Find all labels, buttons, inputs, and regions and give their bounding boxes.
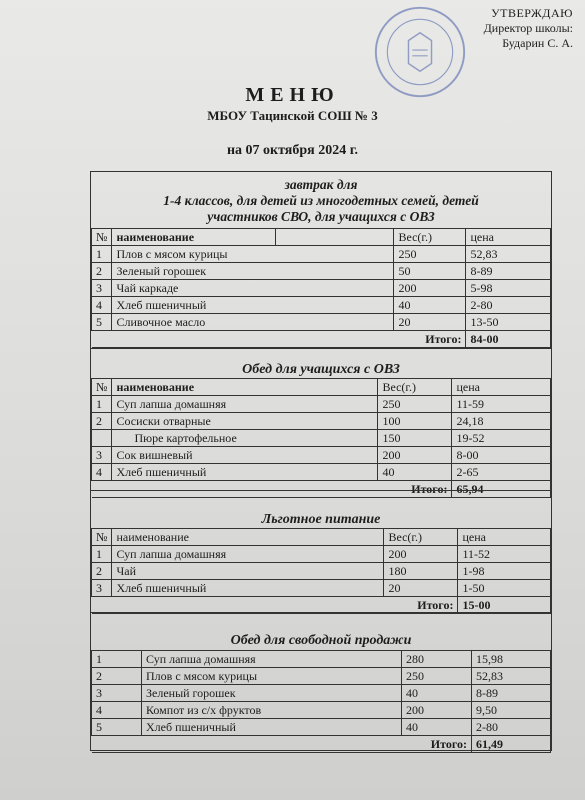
row-weight: 20 <box>394 314 466 331</box>
menu-frame <box>90 171 552 751</box>
row-price: 1-98 <box>458 563 551 580</box>
row-name: Плов с мясом курицы <box>142 668 402 685</box>
total-value: 61,49 <box>472 736 551 753</box>
row-price: 24,18 <box>452 413 551 430</box>
row-weight: 100 <box>378 413 452 430</box>
row-name: Сосиски отварные <box>112 413 378 430</box>
total-value: 15-00 <box>458 597 551 614</box>
school-name: МБОУ Тацинской СОШ № 3 <box>207 108 378 123</box>
row-name: Чай каркаде <box>112 280 394 297</box>
row-price: 8-00 <box>452 447 551 464</box>
total-value: 65,94 <box>452 481 551 498</box>
table-row <box>92 246 551 263</box>
free-sale-table <box>91 650 551 753</box>
approval-position: Директор школы: <box>483 21 573 35</box>
table-row <box>92 314 551 331</box>
lunch-ovz-title: Обед для учащихся с ОВЗ <box>242 362 400 377</box>
row-weight: 200 <box>402 702 472 719</box>
table-row <box>92 447 551 464</box>
row-name: Хлеб пшеничный <box>112 297 394 314</box>
header-price: цена <box>452 379 551 396</box>
header-num: № <box>92 379 112 396</box>
row-weight: 50 <box>394 263 466 280</box>
row-weight: 200 <box>378 447 452 464</box>
free-sale-title: Обед для свободной продажи <box>230 633 412 648</box>
row-name: Сок вишневый <box>112 447 378 464</box>
total-label: Итого: <box>92 481 452 498</box>
row-num: 4 <box>92 464 112 481</box>
table-row <box>92 396 551 413</box>
breakfast-title-line1: завтрак для <box>284 177 358 192</box>
row-price: 19-52 <box>452 430 551 447</box>
breakfast-table <box>91 228 551 348</box>
row-price: 2-65 <box>452 464 551 481</box>
header-name: наименование <box>112 529 384 546</box>
table-row <box>92 546 551 563</box>
header-price: цена <box>458 529 551 546</box>
table-row <box>92 280 551 297</box>
row-weight: 200 <box>384 546 458 563</box>
preferential-table <box>91 528 551 614</box>
table-row <box>92 430 551 447</box>
row-weight: 40 <box>402 719 472 736</box>
row-num: 3 <box>92 685 142 702</box>
preferential-title: Льготное питание <box>261 512 381 527</box>
row-num: 4 <box>92 297 112 314</box>
row-name: Зеленый горошек <box>142 685 402 702</box>
row-num: 5 <box>92 719 142 736</box>
row-num: 1 <box>92 246 112 263</box>
row-weight: 180 <box>384 563 458 580</box>
header-num: № <box>92 229 112 246</box>
row-name: Сливочное масло <box>112 314 394 331</box>
row-weight: 40 <box>402 685 472 702</box>
header-name: наименование <box>112 379 378 396</box>
row-weight: 250 <box>378 396 452 413</box>
table-row <box>92 464 551 481</box>
table-row <box>92 563 551 580</box>
total-row <box>92 597 551 614</box>
row-price: 9,50 <box>472 702 551 719</box>
row-price: 52,83 <box>472 668 551 685</box>
row-weight: 280 <box>402 651 472 668</box>
section-divider <box>91 490 551 491</box>
row-name: Суп лапша домашняя <box>112 546 384 563</box>
row-price: 11-59 <box>452 396 551 413</box>
header-weight: Вес(г.) <box>384 529 458 546</box>
total-label: Итого: <box>92 331 466 348</box>
breakfast-title-line3: участников СВО, для учащихся с ОВЗ <box>207 209 435 224</box>
row-num: 4 <box>92 702 142 719</box>
row-name: Хлеб пшеничный <box>142 719 402 736</box>
table-row <box>92 580 551 597</box>
lunch-ovz-table <box>91 378 551 498</box>
table-header-row <box>92 379 551 396</box>
header-weight: Вес(г.) <box>394 229 466 246</box>
row-price: 2-80 <box>472 719 551 736</box>
row-num: 2 <box>92 668 142 685</box>
total-row <box>92 331 551 348</box>
total-label: Итого: <box>92 736 472 753</box>
header-spacer <box>276 229 394 246</box>
breakfast-title-line2: 1-4 классов, для детей из многодетных семей, детей <box>163 193 479 208</box>
row-num: 3 <box>92 447 112 464</box>
row-name: Суп лапша домашняя <box>112 396 378 413</box>
row-price: 13-50 <box>466 314 551 331</box>
row-price: 8-89 <box>472 685 551 702</box>
row-num: 1 <box>92 651 142 668</box>
table-row <box>92 413 551 430</box>
row-num: 1 <box>92 546 112 563</box>
table-row <box>92 297 551 314</box>
table-row <box>92 668 551 685</box>
row-weight: 20 <box>384 580 458 597</box>
row-num: 3 <box>92 580 112 597</box>
table-row <box>92 702 551 719</box>
row-weight: 150 <box>378 430 452 447</box>
row-num: 2 <box>92 413 112 430</box>
row-price: 11-52 <box>458 546 551 563</box>
row-name: Пюре картофельное <box>112 430 378 447</box>
total-row <box>92 481 551 498</box>
row-weight: 250 <box>402 668 472 685</box>
table-row <box>92 685 551 702</box>
row-price: 8-89 <box>466 263 551 280</box>
menu-date: на 07 октября 2024 г. <box>226 143 359 158</box>
row-price: 5-98 <box>466 280 551 297</box>
table-header-row <box>92 229 551 246</box>
row-num: 2 <box>92 563 112 580</box>
row-weight: 40 <box>394 297 466 314</box>
table-row <box>92 719 551 736</box>
row-num: 3 <box>92 280 112 297</box>
row-weight: 200 <box>394 280 466 297</box>
row-name: Хлеб пшеничный <box>112 580 384 597</box>
row-num <box>92 430 112 447</box>
approval-name: Бударин С. А. <box>502 36 573 50</box>
approval-title: УТВЕРЖДАЮ <box>491 6 573 20</box>
row-weight: 250 <box>394 246 466 263</box>
table-row <box>92 263 551 280</box>
header-price: цена <box>466 229 551 246</box>
row-name: Зеленый горошек <box>112 263 394 280</box>
total-label: Итого: <box>92 597 458 614</box>
row-name: Хлеб пшеничный <box>112 464 378 481</box>
row-name: Компот из с/х фруктов <box>142 702 402 719</box>
section-divider <box>91 612 551 613</box>
total-value: 84-00 <box>466 331 551 348</box>
row-num: 2 <box>92 263 112 280</box>
row-weight: 40 <box>378 464 452 481</box>
row-num: 1 <box>92 396 112 413</box>
row-name: Суп лапша домашняя <box>142 651 402 668</box>
table-row <box>92 651 551 668</box>
menu-title: МЕНЮ <box>245 84 340 106</box>
row-price: 52,83 <box>466 246 551 263</box>
header-weight: Вес(г.) <box>378 379 452 396</box>
header-name: наименование <box>112 229 276 246</box>
header-num: № <box>92 529 112 546</box>
table-header-row <box>92 529 551 546</box>
row-price: 2-80 <box>466 297 551 314</box>
row-price: 1-50 <box>458 580 551 597</box>
row-name: Плов с мясом курицы <box>112 246 394 263</box>
approval-block <box>484 6 573 51</box>
row-num: 5 <box>92 314 112 331</box>
section-divider <box>91 348 551 349</box>
row-price: 15,98 <box>472 651 551 668</box>
row-name: Чай <box>112 563 384 580</box>
total-row <box>92 736 551 753</box>
